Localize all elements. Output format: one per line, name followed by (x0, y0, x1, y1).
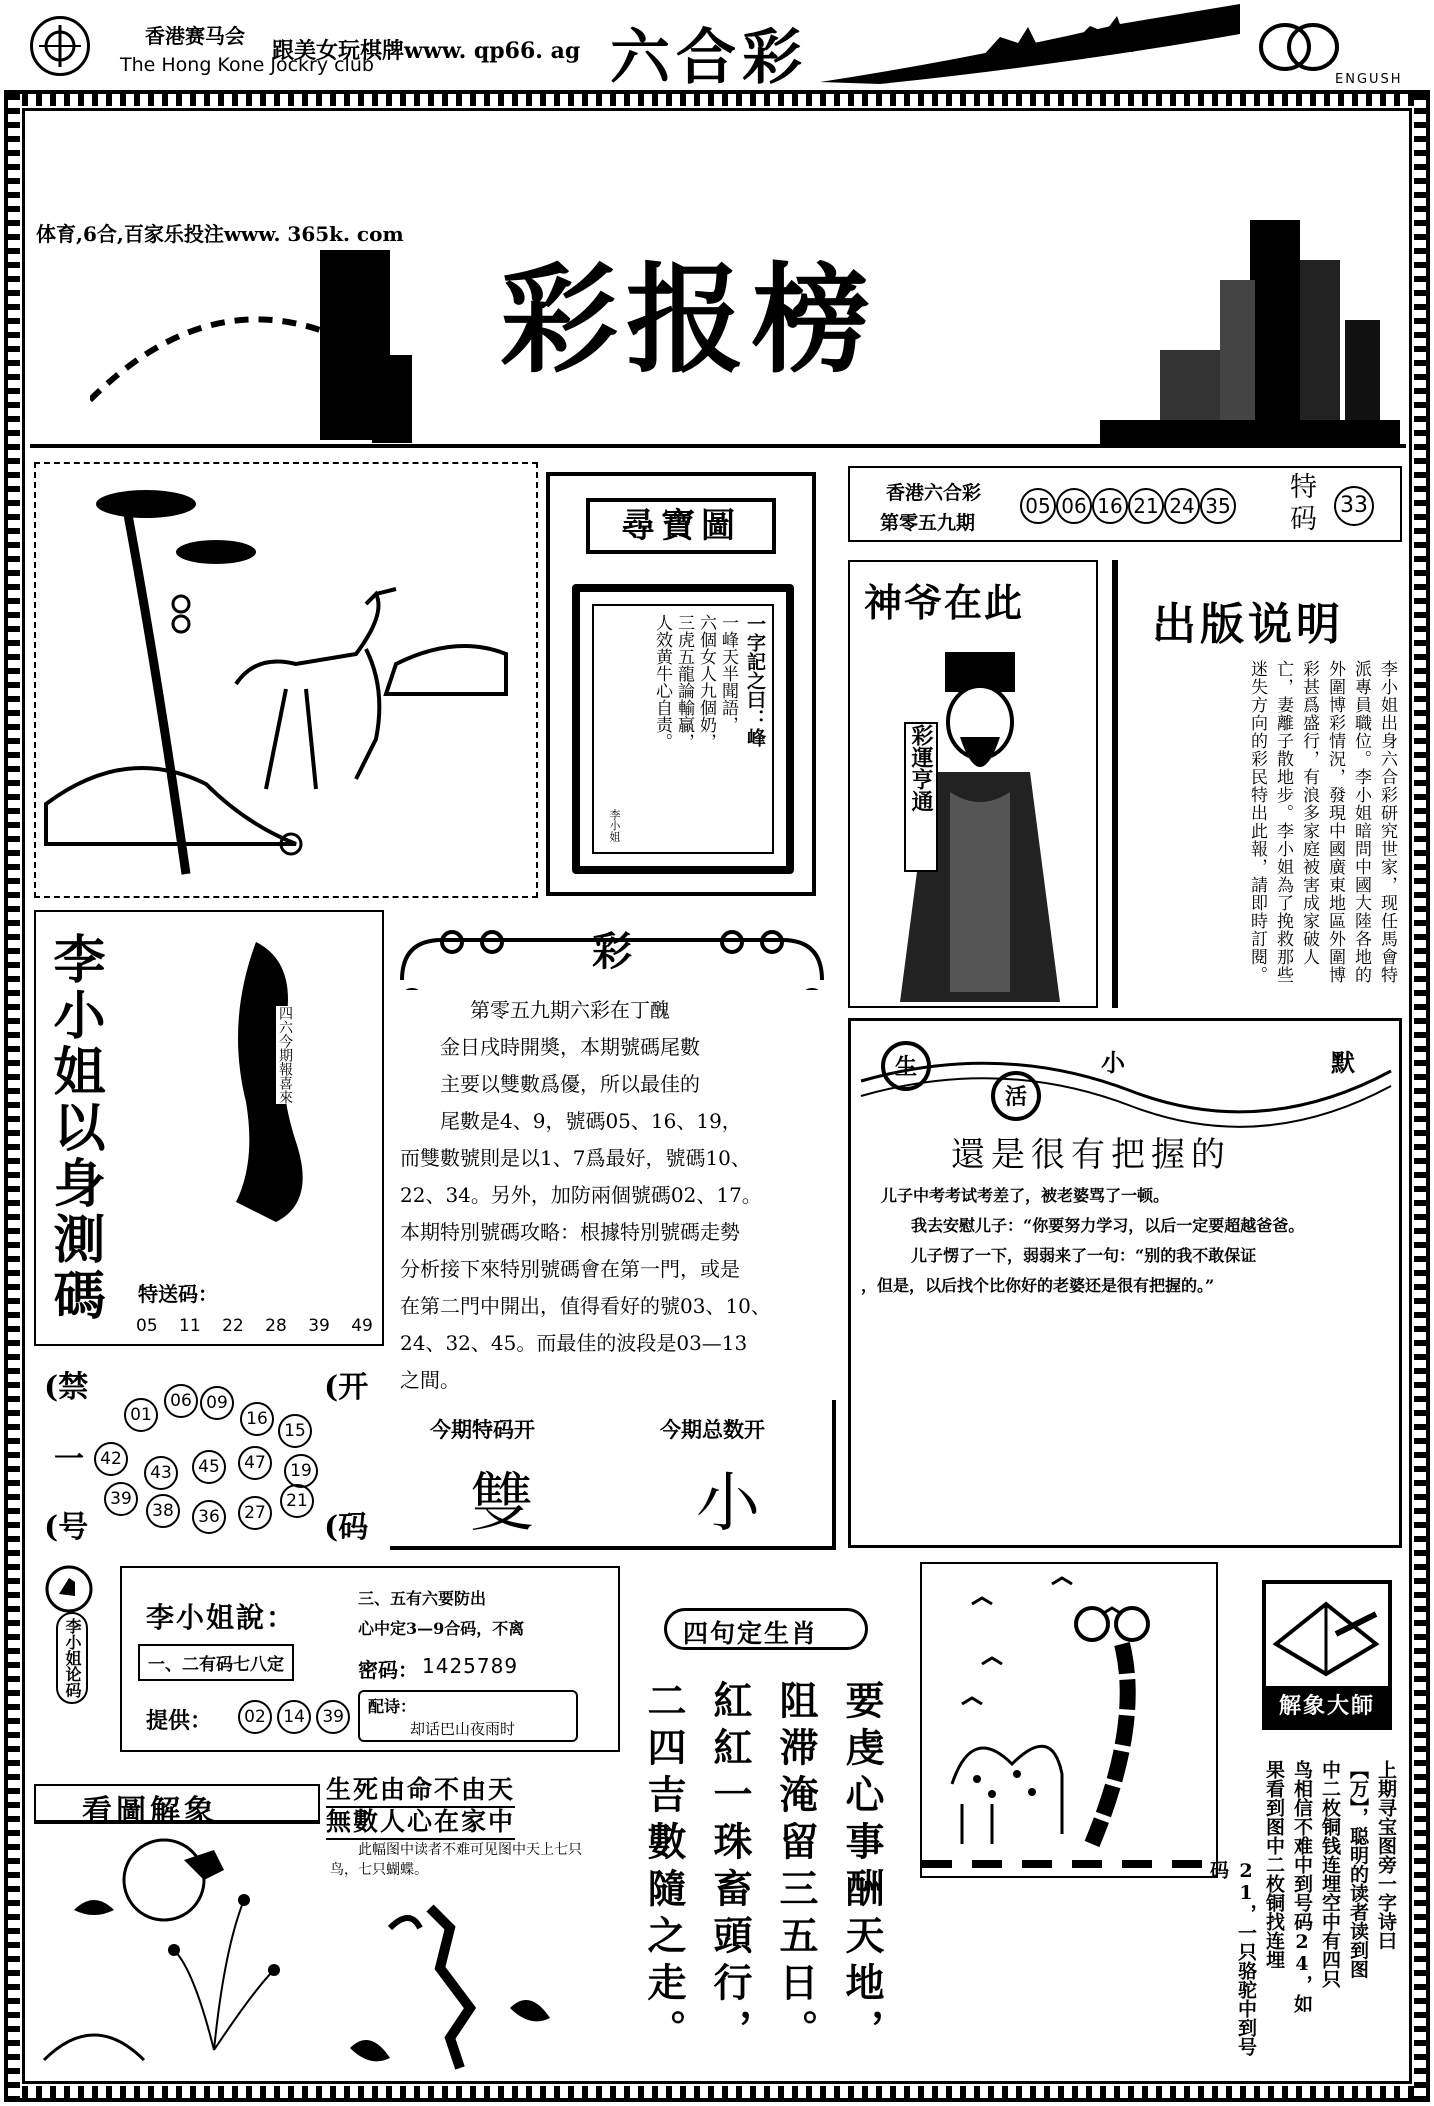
result-number: 35 (1200, 488, 1236, 524)
zodiac-column: 二四吉數隨之走。 (641, 1680, 687, 2056)
master-body (1207, 1760, 1400, 2070)
joke-head-char: 默 (1331, 1048, 1355, 1077)
banned-number: 16 (240, 1402, 274, 1436)
banner-divider (30, 444, 1406, 448)
banned-number: 47 (238, 1446, 272, 1480)
master-column: 果看到图中二枚铜找连埋 (1263, 1760, 1285, 1969)
banned-label-left-top: (禁 (44, 1370, 89, 1405)
god-title: 神爷在此 (864, 580, 1025, 625)
joke-head-char: 活 (991, 1071, 1041, 1121)
result-number: 21 (1128, 488, 1164, 524)
zodiac-title: 四句定生肖 (683, 1619, 819, 1648)
banned-number: 39 (104, 1482, 138, 1516)
treasure-map-panel (546, 472, 816, 896)
li-measure-number: 22 (222, 1316, 244, 1336)
deer-illustration-icon (36, 464, 536, 896)
article-body (400, 992, 830, 1399)
god-scroll: 彩運亨通 (904, 722, 938, 872)
joke-line: 儿子愣了一下，弱弱来了一句：“别的我不敢保证 (911, 1246, 1257, 1265)
frame-pattern-left (8, 94, 20, 2098)
banned-label-right-top: (开 (324, 1370, 369, 1405)
li-says-poem-box (358, 1690, 578, 1742)
joke-title: 還是很有把握的 (951, 1135, 1231, 1175)
li-says-line2: 心中定3—9合码，不离 (358, 1619, 525, 1638)
banned-number: 38 (146, 1494, 180, 1528)
article-line: 之間。 (400, 1368, 460, 1392)
picture-moon-scene-icon (34, 1830, 324, 2070)
treasure-title: 尋寶圖 (586, 498, 776, 554)
treasure-poem-title: 一字記之曰：峰 (744, 614, 766, 747)
li-says-poem-label: 配诗： (368, 1697, 417, 1716)
treasure-poem-4: 人效黄牛心自责。 (652, 614, 672, 750)
results-line1: 香港六合彩 (886, 482, 982, 504)
joke-line: 儿子中考考试考差了，被老婆骂了一顿。 (881, 1186, 1170, 1205)
deer-picture (34, 462, 538, 898)
article-line: 金日戌時開奬，本期號碼尾數 (440, 1035, 700, 1059)
article-line: 主要以雙數爲優，所以最佳的 (440, 1072, 700, 1096)
header-club-cn: 香港赛马会 (145, 24, 245, 48)
reading-hand-icon (1266, 1584, 1388, 1684)
special-open-label2: 今期总数开 (660, 1418, 765, 1442)
li-says-boxed: 一、二有码七八定 (138, 1644, 294, 1681)
joke-line: ，但是，以后找个比你好的老婆还是很有把握的。” (861, 1276, 1215, 1295)
li-measure-number: 39 (308, 1316, 330, 1336)
li-measure-title: 李小姐以身測碼 (44, 932, 105, 1324)
result-number: 24 (1164, 488, 1200, 524)
joke-ribbon-icon (851, 1021, 1401, 1131)
results-special-label: 特码 (1290, 472, 1317, 535)
treasure-scroll-inner (592, 604, 774, 854)
header-club-en: The Hong Kone Jockry club (120, 54, 374, 76)
result-number: 16 (1092, 488, 1128, 524)
li-says-title: 李小姐說： (146, 1601, 297, 1634)
publish-title: 出版说明 (1152, 599, 1344, 650)
results-numbers (1020, 488, 1236, 524)
li-says-side: 李小姐论码 (56, 1612, 88, 1704)
article-panel (392, 910, 832, 1390)
banned-number: 45 (192, 1450, 226, 1484)
treasure-poem-1: 一峰天半聞語， (718, 614, 738, 733)
zodiac-column: 紅紅一珠畜頭行， (707, 1680, 753, 2056)
master-column: 【万】，聪明的读者读到图 (1347, 1760, 1369, 1979)
article-line: 第零五九期六彩在丁醜 (470, 998, 670, 1022)
li-says-provide-label: 提供： (146, 1708, 213, 1734)
li-measure-inner-text: 四六今期報喜來 (277, 1006, 293, 1104)
article-line: 22、34。另外，加防兩個號碼02、17。 (400, 1183, 762, 1207)
li-says-code: 1425789 (422, 1654, 519, 1678)
special-open-value2: 小 (696, 1467, 760, 1541)
publish-body: 李小姐出身六合彩研究世家，现任馬會特派專員職位。李小姐暗問中國大陸各地的外圍博彩情況，發現中國廣東地區外圍博彩甚爲盛行，有浪多家庭被害成家破人亡，妻離子散地步。李小姐為了挽救那些迷失方向的彩民特出此報，請即時訂閱。 (1247, 660, 1397, 984)
header-english: ENGUSH (1335, 72, 1403, 87)
publish-panel (1112, 560, 1402, 1008)
provide-number: 14 (277, 1700, 311, 1734)
zodiac-column: 阻滞淹留三五日。 (773, 1680, 819, 2056)
picture-poem2: 無數人心在家中 (326, 1802, 515, 1840)
article-title: 彩 (592, 928, 632, 975)
master-icon-box (1262, 1580, 1392, 1730)
provide-number: 02 (238, 1700, 272, 1734)
results-panel (848, 466, 1402, 542)
li-says-panel (120, 1566, 620, 1752)
article-line: 分析接下來特別號碼會在第一門，或是 (400, 1257, 740, 1281)
special-open-value1: 雙 (470, 1467, 534, 1541)
treasure-scroll (572, 584, 794, 874)
result-number: 05 (1020, 488, 1056, 524)
banner-monument-right (372, 355, 412, 443)
banned-label-right-bot: (码 (324, 1510, 369, 1545)
li-measure-number: 05 (136, 1316, 158, 1336)
banned-number: 21 (280, 1484, 314, 1518)
banned-number: 27 (238, 1496, 272, 1530)
master-picture (920, 1562, 1218, 1878)
special-open-panel (390, 1400, 836, 1550)
li-measure-panel (34, 910, 384, 1346)
frame-pattern-bottom (8, 2086, 1426, 2098)
article-line: 24、32、45。而最佳的波段是03—13 (400, 1331, 748, 1355)
master-column: 鸟相信不难中到号码24，如 (1291, 1760, 1313, 2013)
results-special-number: 33 (1334, 486, 1374, 526)
li-measure-send-label: 特送码： (138, 1282, 218, 1306)
li-says-provide-numbers (238, 1700, 350, 1734)
banned-label-left-bot: (号 (44, 1510, 89, 1545)
article-line: 而雙數號則是以1、7爲最好，號碼10、 (400, 1146, 751, 1170)
li-measure-figure-icon (196, 932, 346, 1232)
result-number: 06 (1056, 488, 1092, 524)
master-column: 上期寻宝图旁一字诗曰 (1375, 1760, 1397, 1950)
thumb-icon (44, 1564, 94, 1614)
banner-city-icon (1100, 200, 1400, 445)
provide-number: 39 (316, 1700, 350, 1734)
banned-number: 42 (94, 1442, 128, 1476)
picture-caption: 此幅图中读者不难可见图中天上七只鸟，七只蝴蝶。 (330, 1842, 582, 1878)
header-ad: 跟美女玩棋牌www. qp66. ag (272, 38, 581, 64)
li-measure-number: 28 (265, 1316, 287, 1336)
li-measure-numbers (136, 1316, 373, 1336)
picture-title-box (34, 1784, 320, 1829)
master-title: 解象大師 (1266, 1686, 1388, 1726)
results-line2: 第零五九期 (880, 512, 976, 534)
zodiac-column: 要虔心事酬天地， (839, 1680, 885, 2056)
banned-number: 19 (284, 1454, 318, 1488)
treasure-poem-3: 三虎五龍論輸贏， (674, 614, 694, 750)
article-line: 在第二門中開出，值得看好的號03、10、 (400, 1294, 771, 1318)
joke-head-char: 生 (881, 1041, 931, 1091)
special-open-label1: 今期特码开 (430, 1418, 535, 1442)
article-line: 尾數是4、9，號碼05、16、19， (440, 1109, 742, 1133)
god-panel (848, 560, 1098, 1008)
li-measure-number: 49 (351, 1316, 373, 1336)
picture-poem1: 生死由命不由天 (326, 1770, 515, 1808)
banned-number: 06 (164, 1384, 198, 1418)
banner-title: 彩报榜 (500, 250, 879, 389)
frame-pattern-top (8, 94, 1426, 106)
joke-line: 我去安慰儿子：“你要努力学习，以后一定要超越爸爸。 (911, 1216, 1305, 1235)
banner-arc-icon (90, 290, 330, 410)
banned-panel (34, 1354, 384, 1544)
banner-ad: 体育,6合,百家乐投注www. 365k. com (36, 222, 404, 246)
header-logo (30, 16, 90, 76)
article-line: 本期特別號碼攻略：根據特別號碼走勢 (400, 1220, 740, 1244)
camel-coins-illustration-icon (922, 1564, 1216, 1876)
banned-label-left-mid: 一 (54, 1442, 84, 1477)
li-says-code-label: 密码： (358, 1658, 418, 1682)
banned-number: 36 (192, 1500, 226, 1534)
frame-pattern-right (1414, 94, 1426, 2098)
header-title: 六合彩 (610, 23, 808, 93)
header-horses-icon (820, 4, 1240, 84)
banned-number: 01 (124, 1398, 158, 1432)
banned-number: 15 (278, 1414, 312, 1448)
banned-number: 43 (144, 1456, 178, 1490)
joke-panel (848, 1018, 1402, 1548)
joke-body (861, 1181, 1401, 1301)
li-says-poem: 却话巴山夜雨时 (410, 1720, 516, 1738)
picture-butterfly-icon (330, 1888, 600, 2088)
treasure-poem-2: 六個女人九個奶， (696, 614, 716, 750)
banned-number: 09 (200, 1386, 234, 1420)
li-measure-number: 11 (179, 1316, 201, 1336)
header-rings-icon (1255, 20, 1345, 75)
zodiac-title-box (664, 1608, 868, 1650)
treasure-signature: 李小姐 (608, 809, 621, 842)
li-says-line1: 三、五有六要防出 (358, 1589, 487, 1608)
master-column: 21，一只骆驼中到号码 (1207, 1860, 1257, 2056)
master-column: 中二枚铜钱连埋空中有四只 (1319, 1760, 1341, 1988)
picture-title: 看圖解象 (82, 1794, 218, 1829)
jockey-club-logo-icon (33, 19, 87, 73)
joke-head-char: 小 (1101, 1048, 1125, 1077)
